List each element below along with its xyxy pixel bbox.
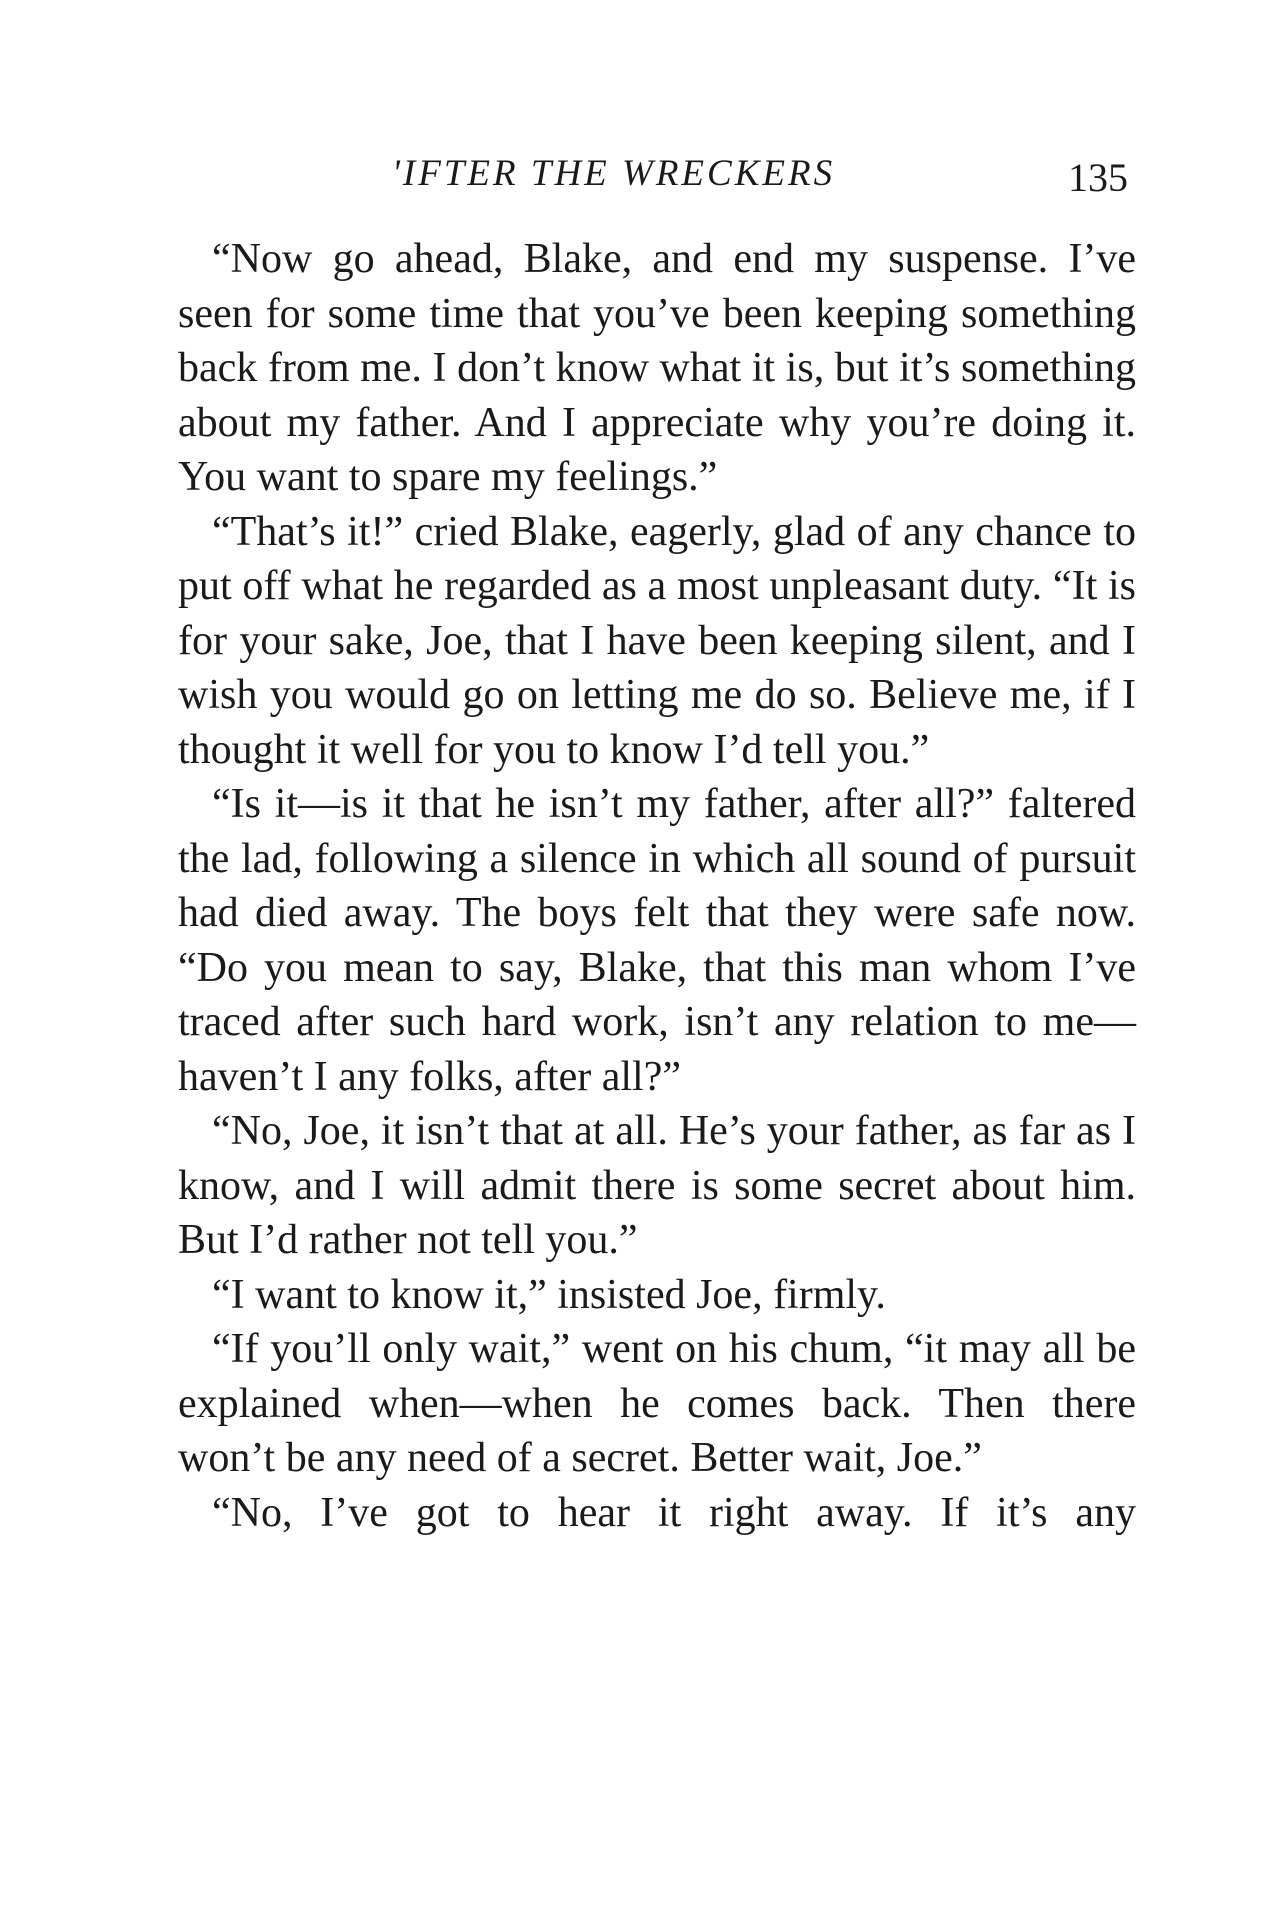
paragraph-4: “No, Joe, it isn’t that at all. He’s your father, as far as I know, and I will admit there is some secret about him. But I’d rather not tell you.” [178,1108,1136,1263]
page-number: 135 [1068,155,1128,200]
paragraph-3: “Is it—is it that he isn’t my father, after all?” faltered the lad, following a silence in which all sound of pursuit had died away. The boys felt that they were safe now. “Do you mean to say, Blake, that this man whom I’ve traced after such hard work, isn’t any relation to me—haven’t I any folks, after all?” [178,781,1136,1100]
body-text [178,232,1136,1540]
paragraph-1: “Now go ahead, Blake, and end my suspense. I’ve seen for some time that you’ve been keeping something back from me. I don’t know what it is, but it’s something about my father. And I appreciate why you’re doing it. You want to spare my feelings.” [178,236,1136,500]
paragraph-6: “If you’ll only wait,” went on his chum, “it may all be explained when—when he comes back. Then there won’t be any need of a secret. Better wait, Joe.” [178,1326,1136,1481]
running-title: 'IFTER THE WRECKERS [392,153,836,194]
paragraph-5: “I want to know it,” insisted Joe, firmly. [212,1271,886,1318]
running-header [178,152,1136,212]
paragraph-7: “No, I’ve got to hear it right away. If it’s any [212,1489,1136,1536]
paragraph-2: “That’s it!” cried Blake, eagerly, glad of any chance to put off what he regarded as a most unpleasant duty. “It is for your sake, Joe, that I have been keeping silent, and I wish you would go on letting me do so. Believe me, if I thought it well for you to know I’d tell you.” [178,508,1136,773]
